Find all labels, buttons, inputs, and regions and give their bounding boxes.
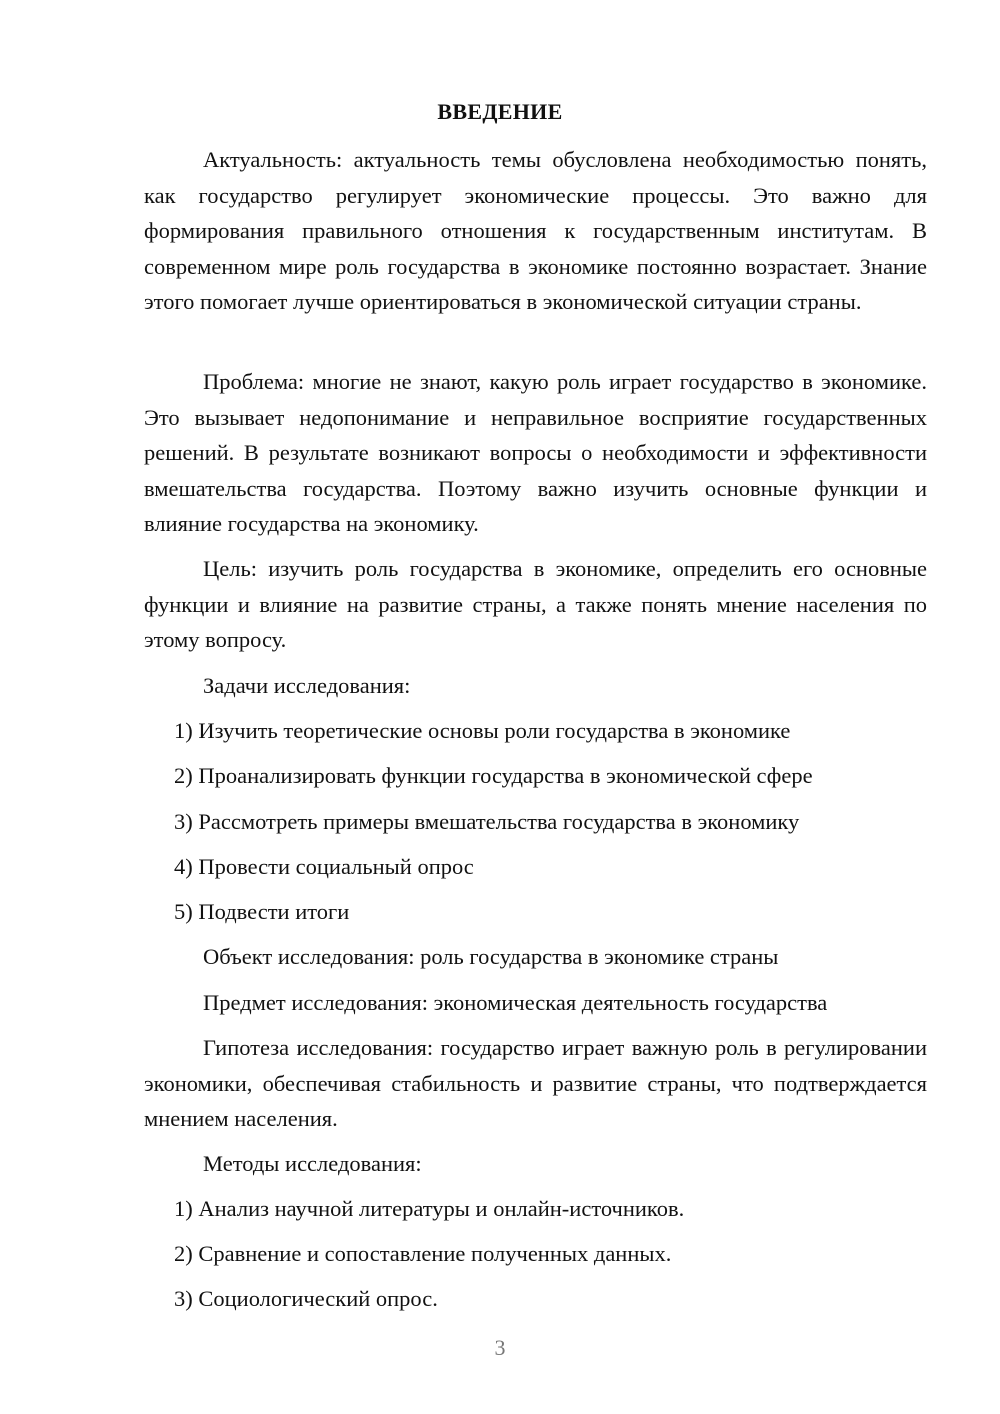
task-item-5: 5) Подвести итоги [174,899,350,924]
method-item-3: 3) Социологический опрос. [174,1286,438,1311]
research-subject: Предмет исследования: экономическая деятельность государства [203,990,828,1015]
method-item-2: 2) Сравнение и сопоставление полученных данных. [174,1241,672,1266]
page-number: 3 [494,1335,506,1360]
method-item-1: 1) Анализ научной литературы и онлайн-источников. [174,1196,685,1221]
research-object: Объект исследования: роль государства в экономике страны [203,944,779,969]
tasks-heading: Задачи исследования: [203,673,411,698]
task-item-2: 2) Проанализировать функции государства в экономической сфере [174,763,813,788]
paragraph-goal: Цель: изучить роль государства в экономике, определить его основные функции и влияние на развитие страны, а также понять мнение населения по этому вопросу. [144,556,927,652]
paragraph-problem: Проблема: многие не знают, какую роль играет государство в экономике. Это вызывает недопонимание и неправильное восприятие государственных решений. В результате возникают вопросы о необходимости и эффективности вмешательства государства. Поэтому важно изучить основные функции и влияние государства на экономику. [144,369,927,536]
paragraph-hypothesis: Гипотеза исследования: государство играет важную роль в регулировании экономики, обеспечивая стабильность и развитие страны, что подтверждается мнением населения. [144,1035,927,1131]
paragraph-relevance: Актуальность: актуальность темы обусловлена необходимостью понять, как государство регулирует экономические процессы. Это важно для формирования правильного отношения к государственным институтам. В современном мире роль государства в экономике постоянно возрастает. Знание этого помогает лучше ориентироваться в экономической ситуации страны. [144,147,927,314]
methods-heading: Методы исследования: [203,1151,422,1176]
page-title: ВВЕДЕНИЕ [437,99,563,124]
task-item-4: 4) Провести социальный опрос [174,854,474,879]
task-item-1: 1) Изучить теоретические основы роли государства в экономике [174,718,791,743]
task-item-3: 3) Рассмотреть примеры вмешательства государства в экономику [174,809,800,834]
